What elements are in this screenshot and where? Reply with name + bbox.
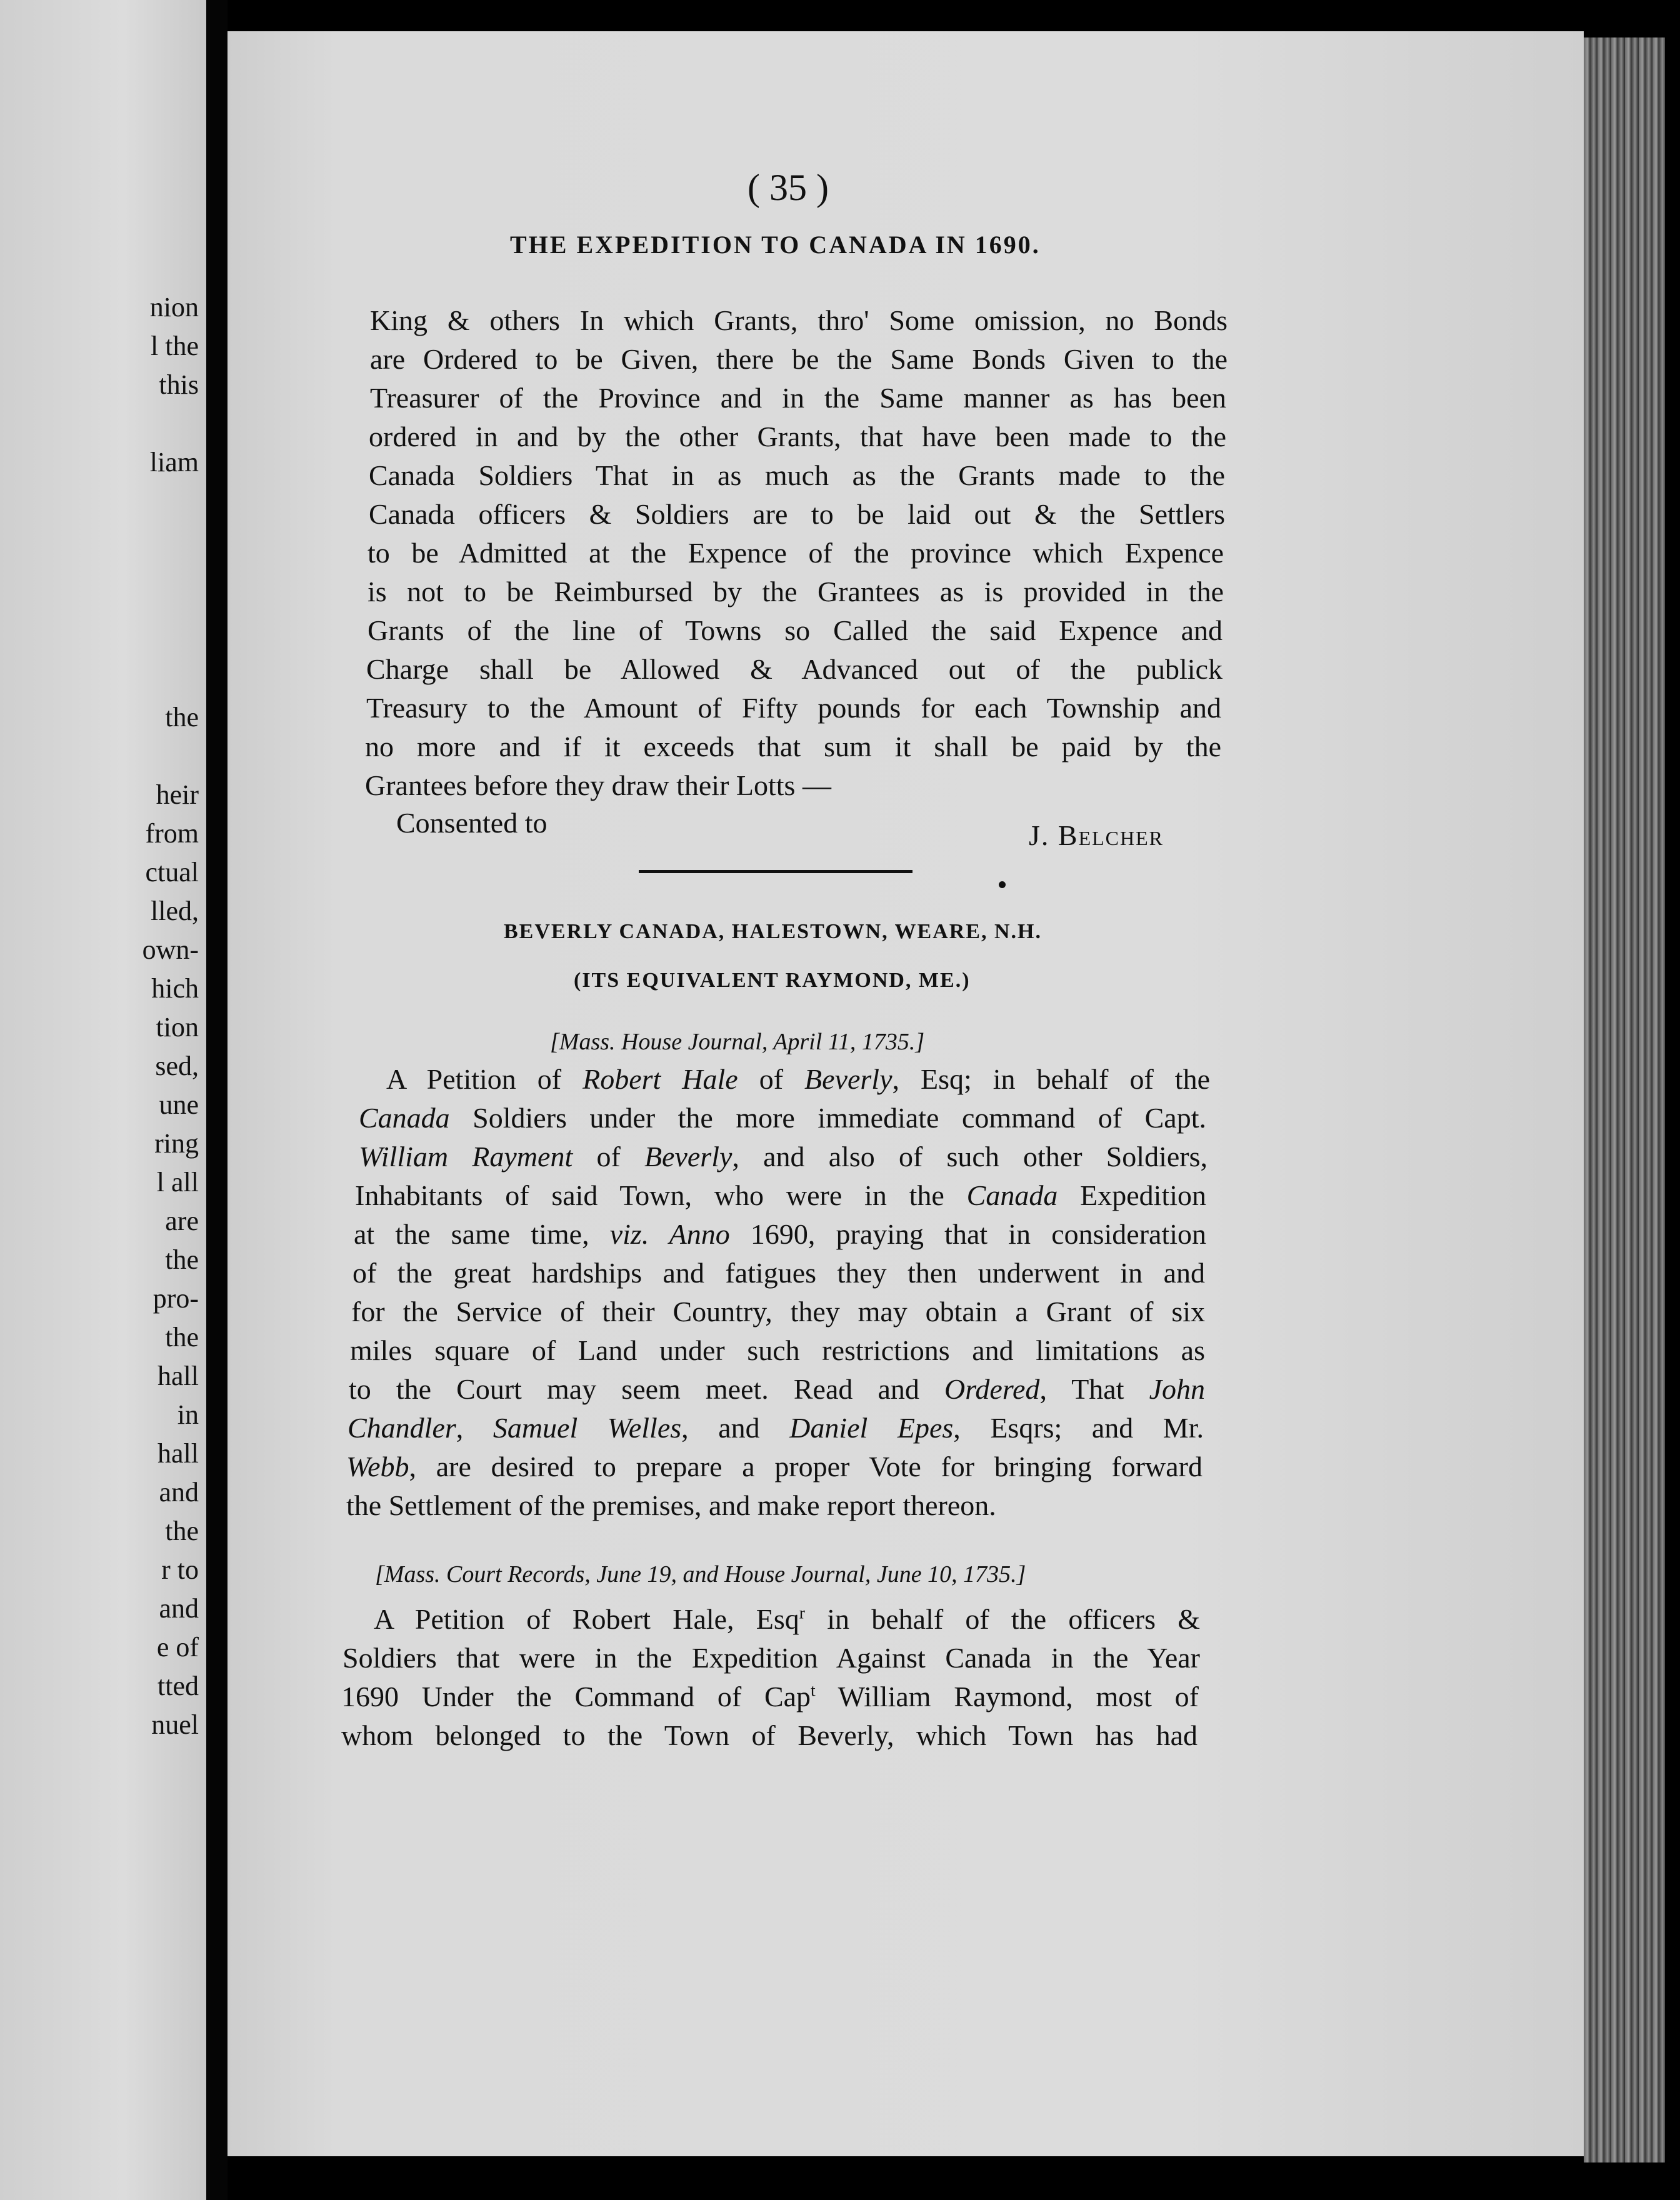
citation: [Mass. House Journal, April 11, 1735.]: [550, 1029, 925, 1055]
left-fragment: ring: [154, 1128, 199, 1159]
text-line: Canada officers & Soldiers are to be laid out & the Settlers: [369, 498, 1225, 530]
text-line: Chandler, Samuel Welles, and Daniel Epes, Esqrs; and Mr.: [348, 1412, 1204, 1444]
page-number: ( 35 ): [748, 167, 829, 208]
text-line: miles square of Land under such restrictions and limitations as: [350, 1334, 1205, 1366]
consent-text: Consented to: [396, 807, 548, 839]
left-fragment: own-: [142, 934, 199, 965]
ink-dot: [999, 881, 1006, 888]
left-fragment: ctual: [145, 857, 199, 888]
text-line: are Ordered to be Given, there be the Same Bonds Given to the: [370, 343, 1228, 375]
running-head: THE EXPEDITION TO CANADA IN 1690.: [510, 231, 1041, 259]
left-fragment: heir: [156, 779, 199, 810]
text-line: Treasurer of the Province and in the Same manner as has been: [370, 382, 1226, 414]
book-gutter: [206, 0, 228, 2200]
text-line: no more and if it exceeds that sum it shall be paid by the: [365, 731, 1221, 762]
text-line: Grantees before they draw their Lotts —: [365, 769, 831, 801]
citation: [Mass. Court Records, June 19, and House Journal, June 10, 1735.]: [375, 1561, 1026, 1588]
text-line: to the Court may seem meet. Read and Ordered, That John: [349, 1373, 1205, 1405]
text-line: 1690 Under the Command of Cap$^t$ William Raymond, most of: [341, 1680, 1199, 1712]
left-fragment: are: [165, 1206, 199, 1236]
text-line: is not to be Reimbursed by the Grantees as is provided in the: [368, 576, 1224, 608]
left-fragment: hall: [158, 1438, 199, 1469]
left-fragment: liam: [149, 447, 199, 478]
left-fragment: the: [165, 1516, 199, 1546]
page-edges: [1584, 38, 1665, 2162]
text-line: Inhabitants of said Town, who were in the Canada Expedition: [355, 1179, 1207, 1211]
text-line: Treasury to the Amount of Fifty pounds for each Township and: [366, 692, 1221, 724]
text-line: for the Service of their Country, they may obtain a Grant of six: [351, 1296, 1205, 1328]
left-fragment: in: [177, 1399, 199, 1430]
left-fragment: tion: [156, 1012, 199, 1042]
text-line: to be Admitted at the Expence of the province which Expence: [368, 537, 1224, 569]
text-line: King & others In which Grants, thro' Some omission, no Bonds: [370, 304, 1228, 336]
left-fragment: tted: [158, 1671, 199, 1701]
left-page-fragment: [0, 0, 206, 2200]
text-line: Canada Soldiers under the more immediate command of Capt.: [359, 1102, 1206, 1134]
left-fragment: the: [165, 1322, 199, 1352]
left-fragment: hich: [151, 973, 199, 1004]
text-line: Charge shall be Allowed & Advanced out of the publick: [366, 653, 1222, 685]
text-line: A Petition of Robert Hale, Esq$^r$ in behalf of the officers &: [374, 1602, 1201, 1635]
left-fragment: sed,: [155, 1051, 199, 1081]
text-line: the Settlement of the premises, and make report thereon.: [346, 1489, 996, 1521]
left-fragment: lled,: [151, 896, 199, 926]
left-fragment: the: [165, 1244, 199, 1275]
left-fragment: l all: [156, 1167, 199, 1198]
left-fragment: l the: [151, 331, 199, 361]
text-line: at the same time, viz. Anno 1690, praying that in consideration: [354, 1218, 1206, 1250]
left-fragment: from: [145, 818, 199, 849]
left-fragment: the: [165, 702, 199, 732]
left-fragment: e of: [156, 1632, 199, 1662]
left-fragment: nion: [149, 292, 199, 322]
text-line: Grants of the line of Towns so Called the said Expence and: [368, 614, 1222, 646]
left-fragment: hall: [158, 1361, 199, 1391]
section-heading: BEVERLY CANADA, HALESTOWN, WEARE, N.H.: [504, 920, 1042, 943]
left-fragment: nuel: [151, 1709, 199, 1740]
text-line: William Rayment of Beverly, and also of such other Soldiers,: [359, 1141, 1208, 1172]
section-divider: [639, 870, 912, 873]
text-line: of the great hardships and fatigues they then underwent in and: [352, 1257, 1205, 1289]
left-fragment: une: [159, 1089, 199, 1120]
left-fragment: and: [159, 1593, 199, 1624]
left-fragment: pro-: [152, 1283, 199, 1314]
left-fragment: this: [159, 369, 199, 400]
section-subheading: (ITS EQUIVALENT RAYMOND, ME.): [574, 969, 971, 992]
left-fragment: r to: [161, 1554, 199, 1585]
text-line: Canada Soldiers That in as much as the Grants made to the: [369, 459, 1225, 491]
text-line: Webb, are desired to prepare a proper Vote for bringing forward: [346, 1451, 1202, 1482]
text-line: A Petition of Robert Hale of Beverly, Esq; in behalf of the: [386, 1063, 1210, 1095]
left-fragment: and: [159, 1477, 199, 1508]
signature: J. Belcher: [1029, 819, 1164, 851]
text-line: ordered in and by the other Grants, that have been made to the: [369, 421, 1226, 452]
text-line: Soldiers that were in the Expedition Against Canada in the Year: [342, 1642, 1200, 1674]
text-line: whom belonged to the Town of Beverly, which Town has had: [341, 1719, 1198, 1751]
